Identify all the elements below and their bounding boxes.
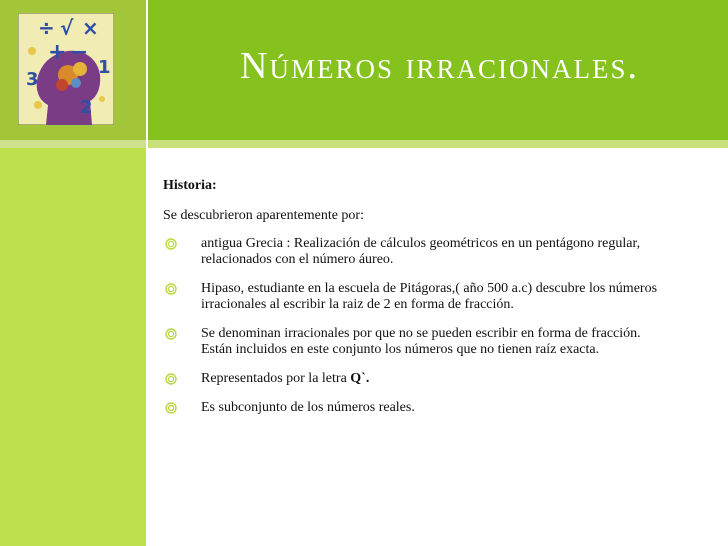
intro-text: Se descubrieron aparentemente por: — [163, 208, 364, 223]
logo-one: 1 — [98, 57, 111, 78]
list-item — [163, 236, 663, 268]
bullet-strong-text: Q`. — [350, 371, 370, 386]
slide-content — [163, 178, 663, 429]
bullet-text: Se denominan irracionales por que no se pueden escribir en forma de fracción. Están incluidos en este conjunto los números que no tienen raíz exacta. — [201, 326, 641, 357]
logo-divide: ÷ — [38, 16, 55, 40]
title-underbar — [148, 140, 728, 148]
bullet-text: antigua Grecia : Realización de cálculos geométricos en un pentágono regular, relacionados con el número áureo. — [201, 236, 641, 267]
bullet-text: Es subconjunto de los números reales. — [201, 400, 415, 415]
list-item — [163, 326, 663, 358]
section-heading: Historia: — [163, 178, 217, 193]
ring-bullet-icon — [165, 328, 177, 340]
left-band-mid — [0, 140, 146, 148]
math-head-logo-icon — [18, 13, 114, 125]
ring-bullet-icon — [165, 373, 177, 385]
list-item — [163, 371, 663, 387]
bullet-text: Representados por la letra — [201, 371, 351, 386]
slide-title: Números irracionales. — [240, 45, 639, 87]
list-item — [163, 281, 663, 313]
logo-times: × — [82, 16, 99, 40]
bullet-text: Hipaso, estudiante en la escuela de Pitágoras,( año 500 a.c) descubre los números irracionales al escribir la raiz de 2 en forma de fracción. — [201, 281, 658, 312]
bullet-list — [163, 236, 663, 416]
logo-plus: + — [48, 40, 67, 65]
logo-two: 2 — [80, 97, 93, 118]
logo-sqrt: √ — [60, 16, 74, 40]
logo-minus: − — [70, 40, 89, 65]
ring-bullet-icon — [165, 402, 177, 414]
ring-bullet-icon — [165, 283, 177, 295]
list-item — [163, 400, 663, 416]
ring-bullet-icon — [165, 238, 177, 250]
left-band-bottom — [0, 148, 146, 546]
logo-three: 3 — [26, 69, 39, 90]
